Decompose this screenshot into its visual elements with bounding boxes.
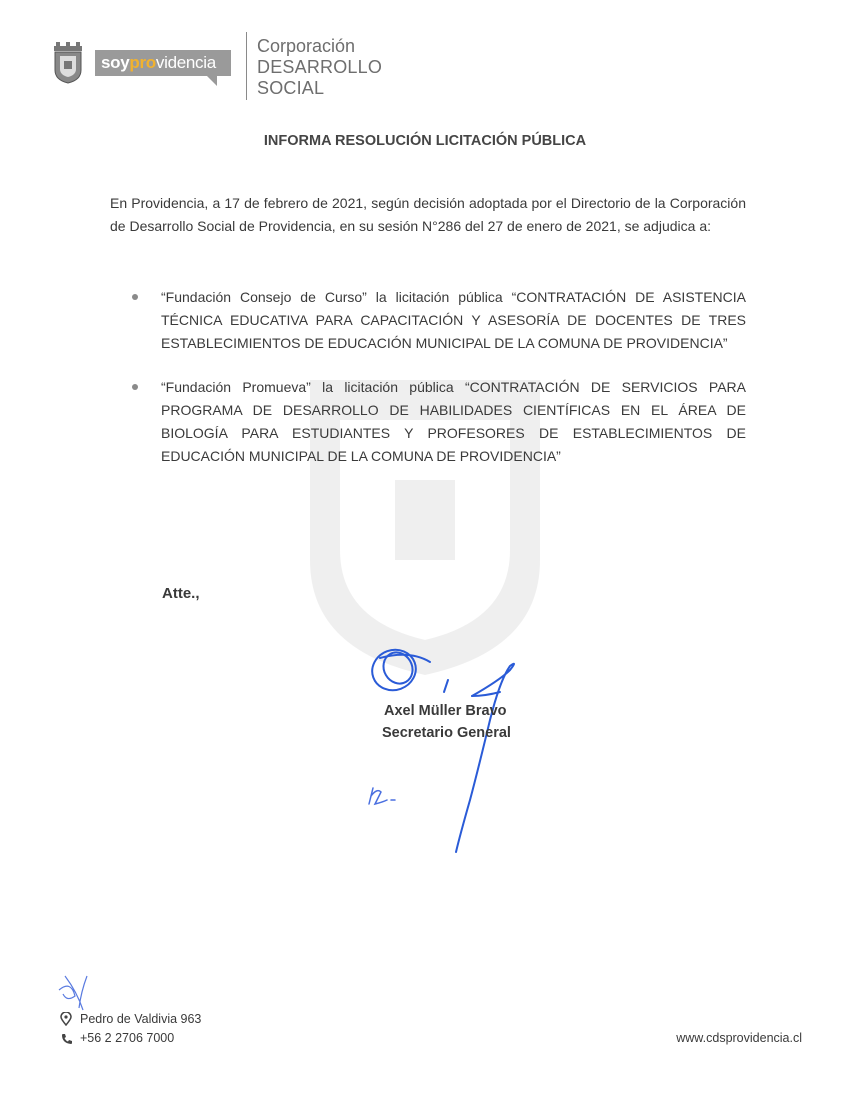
municipal-crest-icon bbox=[52, 42, 84, 84]
bullet-icon bbox=[132, 384, 138, 390]
handwritten-initials bbox=[365, 782, 405, 808]
handwritten-signature bbox=[360, 640, 540, 860]
location-pin-icon bbox=[60, 1012, 72, 1026]
brand-part-3: videncia bbox=[155, 53, 216, 72]
corp-name-line-3: SOCIAL bbox=[257, 78, 325, 98]
corp-name-line-1: Corporación bbox=[257, 36, 356, 56]
brand-part-2: pro bbox=[129, 53, 156, 72]
document-title: INFORMA RESOLUCIÓN LICITACIÓN PÚBLICA bbox=[263, 133, 587, 149]
closing: Atte., bbox=[162, 585, 200, 602]
corp-name-line-2: DESARROLLO bbox=[257, 57, 383, 77]
footer-address: Pedro de Valdivia 963 bbox=[80, 1012, 202, 1026]
footer-initials-scribble bbox=[57, 972, 97, 1012]
footer-phone: +56 2 2706 7000 bbox=[80, 1031, 175, 1045]
signatory-role: Secretario General bbox=[382, 725, 511, 741]
phone-icon bbox=[61, 1033, 73, 1045]
intro-paragraph: En Providencia, a 17 de febrero de 2021, según decisión adoptada por el Directorio de la Corporación de Desarrollo Social de Providencia, en su sesión N°286 del 27 de enero de 2021, se adjudica a: bbox=[110, 195, 746, 234]
bullet-item: “Fundación Consejo de Curso” la licitación pública “CONTRATACIÓN DE ASISTENCIA TÉCNICA EDUCATIVA PARA CAPACITACIÓN Y ASESORÍA DE DOCENTES DE TRES ESTABLECIMIENTOS DE EDUCACIÓN MUNICIPAL DE LA COMUNA DE PROVIDENCIA” bbox=[161, 289, 746, 351]
bullet-icon bbox=[132, 294, 138, 300]
brand-part-1: soy bbox=[101, 53, 130, 72]
signatory-name: Axel Müller Bravo bbox=[384, 703, 507, 719]
brand-logo-tail bbox=[205, 74, 217, 86]
header-divider bbox=[246, 32, 247, 100]
brand-logo-text bbox=[101, 52, 216, 74]
bullet-item: “Fundación Promueva” la licitación pública “CONTRATACIÓN DE SERVICIOS PARA PROGRAMA DE DESARROLLO DE HABILIDADES CIENTÍFICAS EN EL ÁREA DE BIOLOGÍA PARA ESTUDIANTES Y PROFESORES DE ESTABLECIMIENTOS DE EDUCACIÓN MUNICIPAL DE LA COMUNA DE PROVIDENCIA” bbox=[161, 379, 746, 464]
footer-website[interactable]: www.cdsprovidencia.cl bbox=[676, 1031, 802, 1045]
